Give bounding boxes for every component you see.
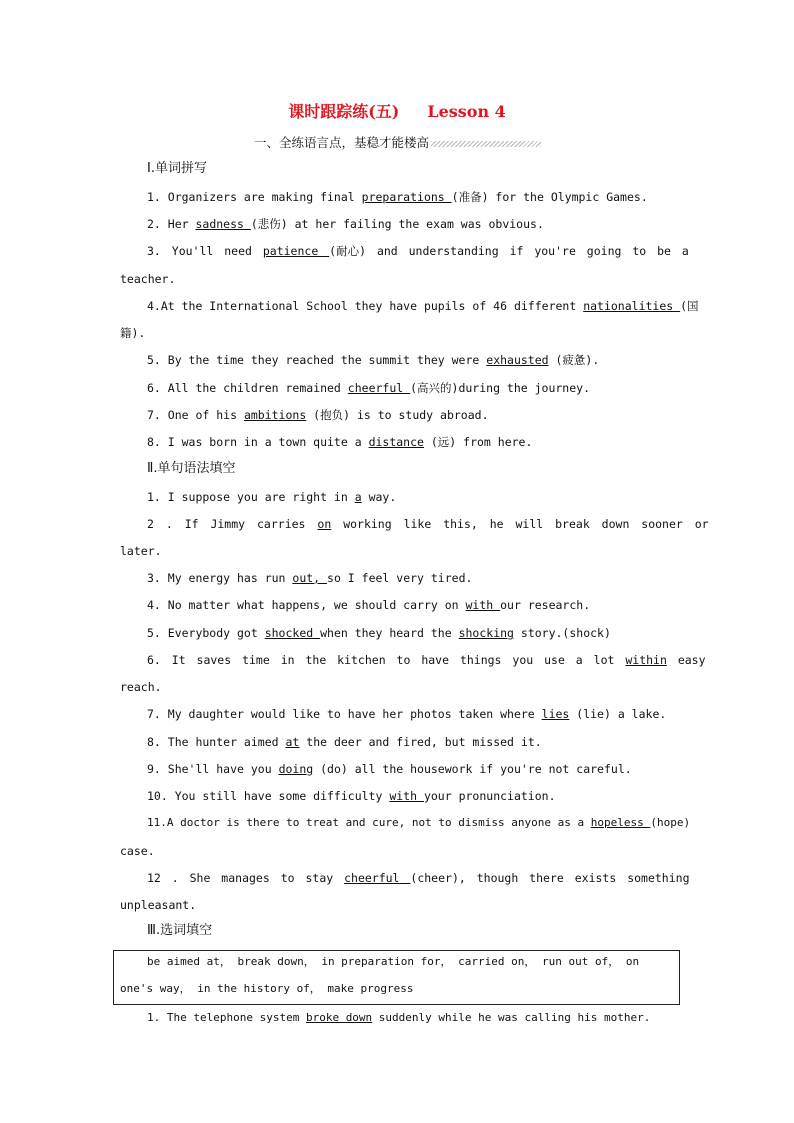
question-1-3	[147, 243, 689, 259]
question-1-8	[147, 434, 532, 450]
answer: lies	[541, 707, 570, 721]
answer: doing	[278, 762, 314, 776]
answer: distance	[368, 435, 424, 449]
answer: sadness	[195, 217, 251, 231]
question-2-7	[147, 706, 666, 722]
answer: shocking	[458, 626, 514, 640]
word-bank-line-2: one's way， in the history of， make progress	[120, 982, 414, 995]
question-1-6	[147, 380, 590, 396]
question-text: (国	[680, 299, 699, 313]
question-2-5	[147, 625, 611, 641]
question-text: 1. Organizers are making final	[147, 190, 362, 204]
question-2-11-continued: case.	[120, 844, 155, 858]
question-text: 7. One of his	[147, 408, 244, 422]
answer: exhausted	[486, 353, 549, 367]
question-text: (do) all the housework if you're not careful.	[313, 762, 632, 776]
question-2-12	[147, 870, 690, 886]
question-text: 8. I was born in a town quite a	[147, 435, 369, 449]
answer: nationalities	[583, 299, 681, 313]
question-text: 4. No matter what happens, we should carry on	[147, 598, 466, 612]
question-2-1	[147, 489, 396, 505]
question-text: way.	[361, 490, 397, 504]
question-text: so I feel very tired.	[327, 571, 473, 585]
question-text: 8. The hunter aimed	[147, 735, 286, 749]
answer: out,	[292, 571, 328, 585]
question-text: our research.	[500, 598, 591, 612]
question-text: 3. You'll need	[147, 244, 263, 258]
decorative-hatch	[431, 141, 541, 147]
question-text: 12 . She manages to stay	[147, 871, 345, 885]
question-text: (悲伤) at her failing the exam was obvious.	[250, 217, 544, 231]
subtitle-text: 一、全练语言点，基稳才能楼高	[254, 135, 430, 150]
question-text: 3. My energy has run	[147, 571, 293, 585]
question-text: 5. By the time they reached the summit they were	[147, 353, 487, 367]
question-2-11	[147, 815, 690, 831]
question-2-2-continued: later.	[120, 544, 162, 558]
question-text: (lie) a lake.	[569, 707, 667, 721]
question-2-9	[147, 761, 632, 777]
question-text: story.(shock)	[513, 626, 611, 640]
question-text: 1. I suppose you are right in	[147, 490, 355, 504]
question-text: (耐心) and understanding if you're going to be a	[329, 244, 689, 258]
question-text: working like this, he will break down sooner or	[331, 517, 709, 531]
question-1-7	[147, 407, 489, 423]
answer: preparations	[361, 190, 452, 204]
section-heading-3: Ⅲ.选词填空	[147, 923, 213, 938]
question-text: 9. She'll have you	[147, 762, 279, 776]
section-heading-2: Ⅱ.单句语法填空	[147, 461, 236, 476]
question-1-3-continued: teacher.	[120, 272, 176, 286]
question-2-4	[147, 597, 590, 613]
answer: with	[465, 598, 501, 612]
answer: cheerful	[347, 381, 411, 395]
title-chinese: 课时跟踪练(五)	[288, 102, 400, 121]
answer: on	[317, 517, 332, 531]
answer: with	[389, 789, 424, 803]
answer: cheerful	[344, 871, 411, 885]
question-text: when they heard the	[320, 626, 459, 640]
answer: at	[285, 735, 300, 749]
question-1-4	[147, 298, 699, 314]
question-text: (抱负) is to study abroad.	[306, 408, 489, 422]
question-text: 10. You still have some difficulty	[147, 789, 390, 803]
question-text: suddenly while he was calling his mother.	[372, 1011, 651, 1024]
question-2-6-continued: reach.	[120, 680, 162, 694]
question-text: 2 . If Jimmy carries	[147, 517, 318, 531]
section-subtitle	[254, 133, 541, 151]
page-title	[0, 99, 794, 122]
question-2-2	[147, 516, 709, 532]
question-text: your pronunciation.	[423, 789, 556, 803]
question-text: (准备) for the Olympic Games.	[451, 190, 648, 204]
question-text: easy	[666, 653, 706, 667]
question-2-10	[147, 788, 556, 804]
question-text: (疲惫).	[548, 353, 600, 367]
title-lesson: Lesson 4	[427, 102, 506, 121]
question-text: 4.At the International School they have pupils of 46 different	[147, 299, 584, 313]
word-bank-line-1: be aimed at， break down， in preparation for， carried on， run out of， on	[147, 955, 640, 968]
question-text: 6. It saves time in the kitchen to have things you use a lot	[147, 653, 626, 667]
question-text: 7. My daughter would like to have her photos taken where	[147, 707, 542, 721]
question-text: 6. All the children remained	[147, 381, 348, 395]
question-1-1	[147, 189, 648, 205]
question-text: (高兴的)during the journey.	[410, 381, 591, 395]
answer: patience	[262, 244, 330, 258]
question-1-2	[147, 216, 544, 232]
question-text: (远) from here.	[423, 435, 533, 449]
question-text: (cheer), though there exists something	[410, 871, 690, 885]
question-text: the deer and fired, but missed it.	[299, 735, 542, 749]
question-1-4-continued: 籍).	[120, 326, 146, 340]
question-text: (hope)	[650, 816, 691, 829]
question-text: 2. Her	[147, 217, 196, 231]
question-2-6	[147, 652, 706, 668]
question-3-1	[147, 1010, 650, 1026]
answer: within	[625, 653, 667, 667]
question-text: 5. Everybody got	[147, 626, 265, 640]
answer: a	[354, 490, 362, 504]
section-heading-1: Ⅰ.单词拼写	[147, 161, 207, 176]
question-text: 11.A doctor is there to treat and cure, not to dismiss anyone as a	[147, 816, 591, 829]
question-2-8	[147, 734, 542, 750]
answer: shocked	[264, 626, 321, 640]
answer: hopeless	[590, 816, 651, 829]
answer: ambitions	[243, 408, 307, 422]
answer: broke down	[305, 1011, 373, 1024]
question-2-3	[147, 570, 472, 586]
question-2-12-continued: unpleasant.	[120, 898, 197, 912]
question-1-5	[147, 352, 599, 368]
question-text: 1. The telephone system	[147, 1011, 306, 1024]
